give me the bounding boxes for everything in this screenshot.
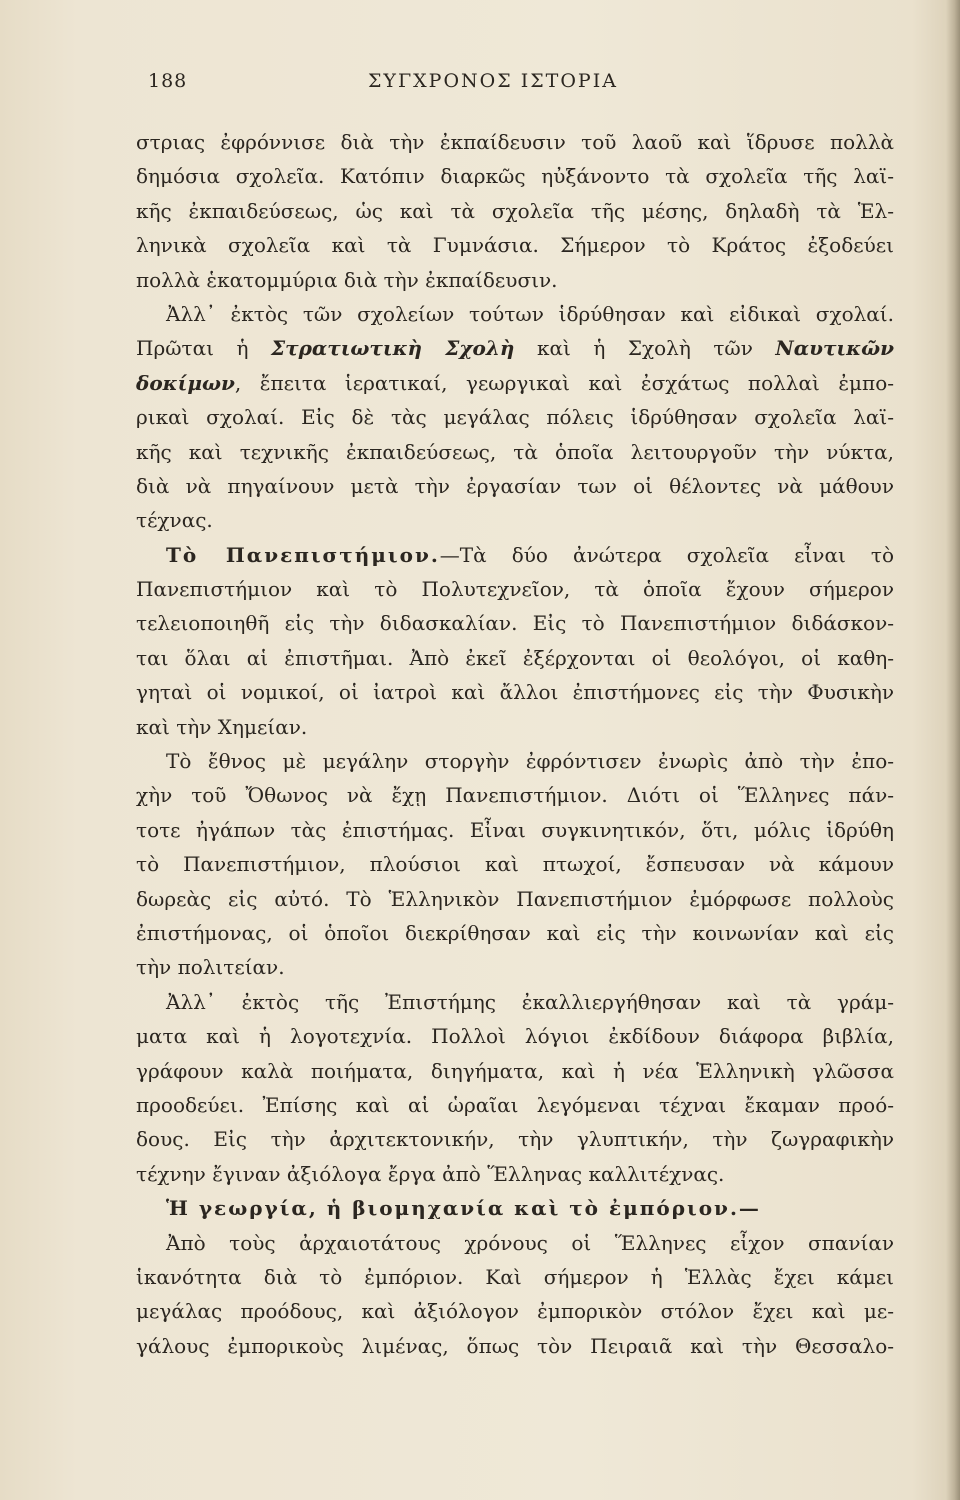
text-line: ματα καὶ ἡ λογοτεχνία. Πολλοὶ λόγιοι ἐκδίδουν διάφορα βιβλία, [136,1024,894,1049]
text-line: Πανεπιστήμιον καὶ τὸ Πολυτεχνεῖον, τὰ ὁποῖα ἔχουν σήμερον [136,577,894,602]
text-line: πολλὰ ἑκατομμύρια διὰ τὴν ἐκπαίδευσιν. [136,267,558,292]
text-run: καὶ ἡ Σχολὴ τῶν [536,336,753,361]
text-line: δωρεὰς εἰς αὐτό. Τὸ Ἑλληνικὸν Πανεπιστήμιον ἐμόρφωσε πολλοὺς [136,886,894,911]
text-run: —Τὰ δύο ἀνώτερα σχολεῖα εἶναι τὸ [439,542,894,567]
body-text [136,125,894,1363]
text-line: στριας ἐφρόννισε διὰ τὴν ἐκπαίδευσιν τοῦ λαοῦ καὶ ἵδρυσε πολλὰ [136,130,894,154]
page-edge-shadow [946,0,960,1500]
running-title: ΣΥΓΧΡΟΝΟΣ ΙΣΤΟΡΙΑ [368,70,618,92]
text-line: γηταὶ οἱ νομικοί, οἱ ἰατροὶ καὶ ἄλλοι ἐπιστήμονες εἰς τὴν Φυσικὴν [136,680,894,705]
text-line: κῆς ἐκπαιδεύσεως, ὡς καὶ τὰ σχολεῖα τῆς μέσης, δηλαδὴ τὰ Ἑλ- [136,198,894,223]
text-line: δους. Εἰς τὴν ἀρχιτεκτονικήν, τὴν γλυπτικήν, τὴν ζωγραφικὴν [136,1127,894,1152]
text-line: ἐπιστήμονας, οἱ ὁποῖοι διεκρίθησαν καὶ εἰς τὴν κοινωνίαν καὶ εἰς [136,920,894,945]
text-line: καὶ τὴν Χημείαν. [136,714,308,739]
text-line: δημόσια σχολεῖα. Κατόπιν διαρκῶς ηὐξάνοντο τὰ σχολεῖα τῆς λαϊ- [136,164,894,189]
text-line: τέχνας. [136,508,213,533]
section-heading-university: Τὸ Πανεπιστήμιον. [166,542,440,567]
page-number: 188 [148,70,188,92]
text-line [136,331,894,365]
text-line: χὴν τοῦ Ὄθωνος νὰ ἔχῃ Πανεπιστήμιον. Διότι οἱ Ἕλληνες πάν- [136,783,894,808]
text-line: τὸ Πανεπιστήμιον, πλούσιοι καὶ πτωχοί, ἔσπευσαν νὰ κάμουν [136,852,894,877]
section-heading-economy: Ἡ γεωργία, ἡ βιομηχανία καὶ τὸ ἐμπόριον.— [166,1196,761,1221]
text-line: Ἀπὸ τοὺς ἀρχαιοτάτους χρόνους οἱ Ἕλληνες εἶχον σπανίαν [166,1230,894,1255]
text-line [136,538,894,572]
text-line [136,366,894,400]
cadets-term: δοκίμων [136,370,235,395]
text-line: Ἀλλ᾽ ἐκτὸς τῶν σχολείων τούτων ἱδρύθησαν καὶ εἰδικαὶ σχολαί. [166,301,894,326]
text-line: ται ὅλαι αἱ ἐπιστῆμαι. Ἀπὸ ἐκεῖ ἐξέρχονται οἱ θεολόγοι, οἱ καθη- [136,645,894,670]
text-line: Ἀλλ᾽ ἐκτὸς τῆς Ἐπιστήμης ἐκαλλιεργήθησαν καὶ τὰ γράμ- [166,989,894,1014]
text-line: τοτε ἠγάπων τὰς ἐπιστήμας. Εἶναι συγκινητικόν, ὅτι, μόλις ἱδρύθη [136,817,894,842]
text-line: γράφουν καλὰ ποιήματα, διηγήματα, καὶ ἡ νέα Ἑλληνικὴ γλῶσσα [136,1058,894,1083]
military-school-term: Στρατιωτικὴ Σχολὴ [270,336,515,361]
text-line: τελειοποιηθῆ εἰς τὴν διδασκαλίαν. Εἰς τὸ Πανεπιστήμιον διδάσκον- [136,611,894,636]
text-run: , ἔπειτα ἱερατικαί, γεωργικαὶ καὶ ἐσχάτως πολλαὶ ἐμπο- [234,370,894,395]
text-line: ληνικὰ σχολεῖα καὶ τὰ Γυμνάσια. Σήμερον τὸ Κράτος ἐξοδεύει [136,233,894,258]
text-line: μεγάλας προόδους, καὶ ἀξιόλογον ἐμπορικὸν στόλον ἔχει καὶ με- [136,1299,894,1324]
text-line: γάλους ἐμπορικοὺς λιμένας, ὅπως τὸν Πειραιᾶ καὶ τὴν Θεσσαλο- [136,1333,894,1358]
page-header [148,70,888,110]
text-line: Τὸ ἔθνος μὲ μεγάλην στοργὴν ἐφρόντισεν ἐνωρὶς ἀπὸ τὴν ἐπο- [166,749,894,774]
text-line: τέχνην ἔγιναν ἀξιόλογα ἔργα ἀπὸ Ἕλληνας καλλιτέχνας. [136,1161,725,1186]
text-run: Πρῶται ἡ [136,336,249,361]
text-line: τὴν πολιτείαν. [136,955,285,980]
text-line: ρικαὶ σχολαί. Εἰς δὲ τὰς μεγάλας πόλεις ἱδρύθησαν σχολεῖα λαϊ- [136,405,894,430]
text-line: προοδεύει. Ἐπίσης καὶ αἱ ὡραῖαι λεγόμεναι τέχναι ἔκαμαν προό- [136,1092,894,1117]
text-line: ἱκανότητα διὰ τὸ ἐμπόριον. Καὶ σήμερον ἡ Ἑλλὰς ἔχει κάμει [136,1264,894,1289]
text-line: διὰ νὰ πηγαίνουν μετὰ τὴν ἐργασίαν των οἱ θέλοντες νὰ μάθουν [136,473,894,498]
text-line: κῆς καὶ τεχνικῆς ἐκπαιδεύσεως, τὰ ὁποῖα λειτουργοῦν τὴν νύκτα, [136,439,894,464]
naval-term: Ναυτικῶν [775,336,894,361]
